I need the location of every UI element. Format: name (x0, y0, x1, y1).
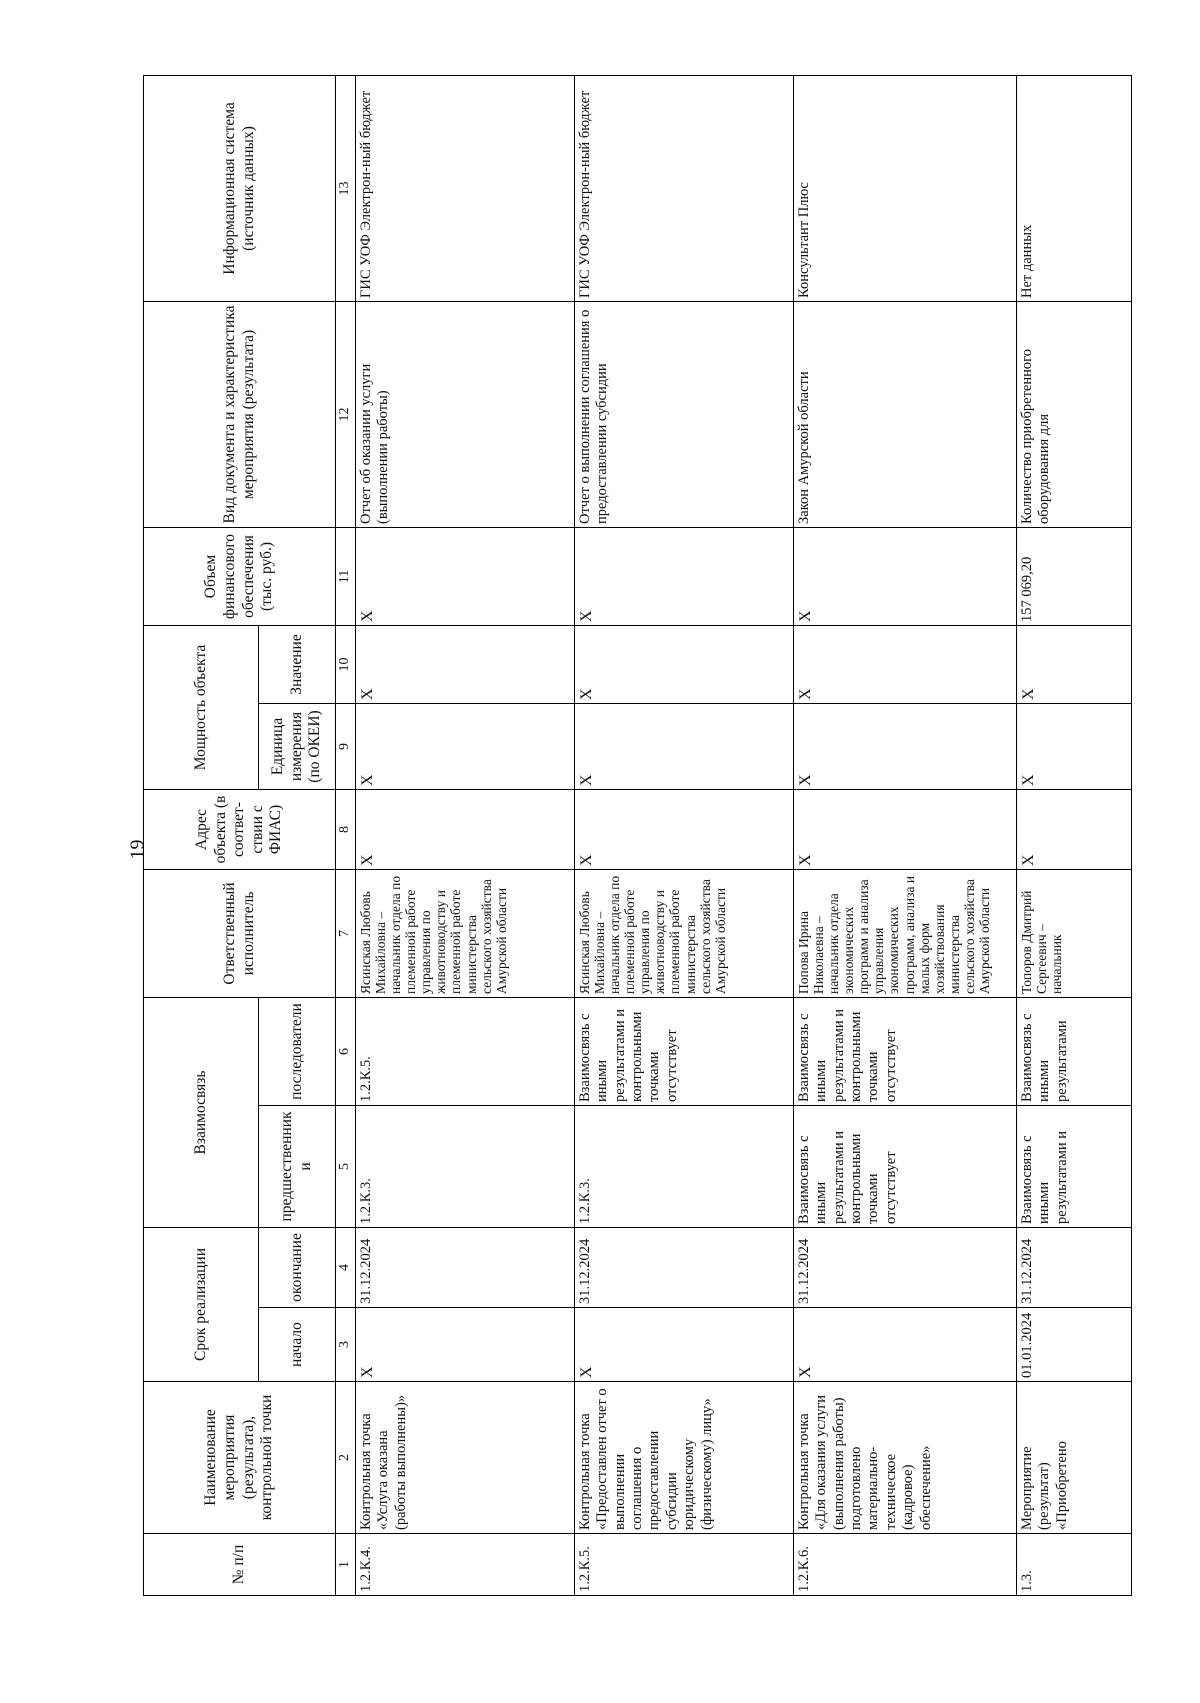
row-successors: Взаимосвязь с иными результатами и контрольными точками отсутствует (574, 998, 793, 1106)
table-row (574, 76, 793, 1596)
row-num: 1.3. (1016, 1534, 1131, 1596)
row-responsible: Топоров Дмитрий Сергеевич – начальник (1016, 870, 1131, 998)
row-num: 1.2.К.6. (793, 1534, 1016, 1596)
header-num: № п/п (144, 1534, 336, 1596)
row-value: X (793, 626, 1016, 704)
row-system: ГИС УОФ Электрон-ный бюджет (355, 76, 574, 302)
row-address: X (574, 790, 793, 870)
row-unit: X (1016, 704, 1131, 790)
row-start: X (574, 1308, 793, 1382)
column-number: 1 (336, 1534, 356, 1596)
column-number: 12 (336, 302, 356, 528)
row-predecessors: 1.2.К.3. (355, 1106, 574, 1228)
header-relation: Взаимосвязь (144, 998, 259, 1228)
row-system: Нет данных (1016, 76, 1131, 302)
row-successors: 1.2.К.5. (355, 998, 574, 1106)
rotated-table-container (143, 76, 1191, 1596)
header-unit: Единица измерения (по ОКЕИ) (259, 704, 336, 790)
header-doc: Вид документа и характеристика мероприятия (результата) (144, 302, 336, 528)
row-doc: Количество приобретенного оборудования для (1016, 302, 1131, 528)
row-address: X (355, 790, 574, 870)
page-number: 19 (126, 839, 149, 860)
column-number: 6 (336, 998, 356, 1106)
header-predecessors: предшественники (259, 1106, 336, 1228)
table-row (1016, 76, 1131, 1596)
row-funding: 157 069,20 (1016, 528, 1131, 626)
row-doc: Отчет о выполнении соглашения о предоставлении субсидии (574, 302, 793, 528)
row-start: X (355, 1308, 574, 1382)
table-row (355, 76, 574, 1596)
table-row (793, 76, 1016, 1596)
column-number: 4 (336, 1228, 356, 1308)
header-responsible: Ответственный исполнитель (144, 870, 336, 998)
row-system: ГИС УОФ Электрон-ный бюджет (574, 76, 793, 302)
row-name: Мероприятие (результат) «Приобретено (1016, 1382, 1131, 1534)
column-number: 13 (336, 76, 356, 302)
row-value: X (1016, 626, 1131, 704)
row-responsible: Попова Ирина Николаевна – начальник отдела экономических программ и анализа управления экономических программ, анализа и малых форм хозяйствования министерства сельского хозяйства Амурской области (793, 870, 1016, 998)
row-address: X (793, 790, 1016, 870)
column-number: 2 (336, 1382, 356, 1534)
header-funding: Объем финансового обеспечения (тыс. руб.) (144, 528, 336, 626)
header-successors: последователи (259, 998, 336, 1106)
row-doc: Закон Амурской области (793, 302, 1016, 528)
row-unit: X (793, 704, 1016, 790)
row-end: 31.12.2024 (355, 1228, 574, 1308)
row-unit: X (355, 704, 574, 790)
row-funding: X (574, 528, 793, 626)
header-system: Информационная система (источник данных) (144, 76, 336, 302)
column-number: 8 (336, 790, 356, 870)
row-unit: X (574, 704, 793, 790)
row-predecessors: Взаимосвязь с иными результатами и контрольными точками отсутствует (793, 1106, 1016, 1228)
row-successors: Взаимосвязь с иными результатами (1016, 998, 1131, 1106)
row-funding: X (793, 528, 1016, 626)
row-name: Контрольная точка «Предоставлен отчет о выполнении соглашения о предоставлении субсидии юридическому (физическому) лицу» (574, 1382, 793, 1534)
row-successors: Взаимосвязь с иными результатами и контрольными точками отсутствует (793, 998, 1016, 1106)
row-predecessors: 1.2.К.3. (574, 1106, 793, 1228)
row-num: 1.2.К.5. (574, 1534, 793, 1596)
row-responsible: Ясинская Любовь Михайловна – начальник отдела по племенной работе управления по животноводству и племенной работе министерства сельского хозяйства Амурской области (355, 870, 574, 998)
header-value: Значение (259, 626, 336, 704)
column-number: 7 (336, 870, 356, 998)
row-predecessors: Взаимосвязь с иными результатами и (1016, 1106, 1131, 1228)
header-name: Наименование мероприятия (результата), контрольной точки (144, 1382, 336, 1534)
column-number: 5 (336, 1106, 356, 1228)
column-number: 11 (336, 528, 356, 626)
column-number: 3 (336, 1308, 356, 1382)
row-end: 31.12.2024 (574, 1228, 793, 1308)
row-num: 1.2.К.4. (355, 1534, 574, 1596)
row-end: 31.12.2024 (1016, 1228, 1131, 1308)
row-value: X (355, 626, 574, 704)
plan-table (143, 75, 1132, 1596)
row-name: Контрольная точка «Услуга оказана (работы выполнены)» (355, 1382, 574, 1534)
row-end: 31.12.2024 (793, 1228, 1016, 1308)
column-number: 10 (336, 626, 356, 704)
row-name: Контрольная точка «Для оказания услуги (выполнения работы) подготовлено материально-техническое (кадровое) обеспечение» (793, 1382, 1016, 1534)
header-term-start: начало (259, 1308, 336, 1382)
row-funding: X (355, 528, 574, 626)
header-address: Адрес объекта (в соответ-ствии с ФИАС) (144, 790, 336, 870)
row-system: Консультант Плюс (793, 76, 1016, 302)
row-address: X (1016, 790, 1131, 870)
row-responsible: Ясинская Любовь Михайловна – начальник отдела по племенной работе управления по животноводству и племенной работе министерства сельского хозяйства Амурской области (574, 870, 793, 998)
header-capacity: Мощность объекта (144, 626, 259, 790)
column-number: 9 (336, 704, 356, 790)
header-term: Срок реализации (144, 1228, 259, 1382)
row-doc: Отчет об оказании услуги (выполнении работы) (355, 302, 574, 528)
row-value: X (574, 626, 793, 704)
row-start: 01.01.2024 (1016, 1308, 1131, 1382)
row-start: X (793, 1308, 1016, 1382)
header-term-end: окончание (259, 1228, 336, 1308)
column-numbers-row (336, 76, 356, 1596)
